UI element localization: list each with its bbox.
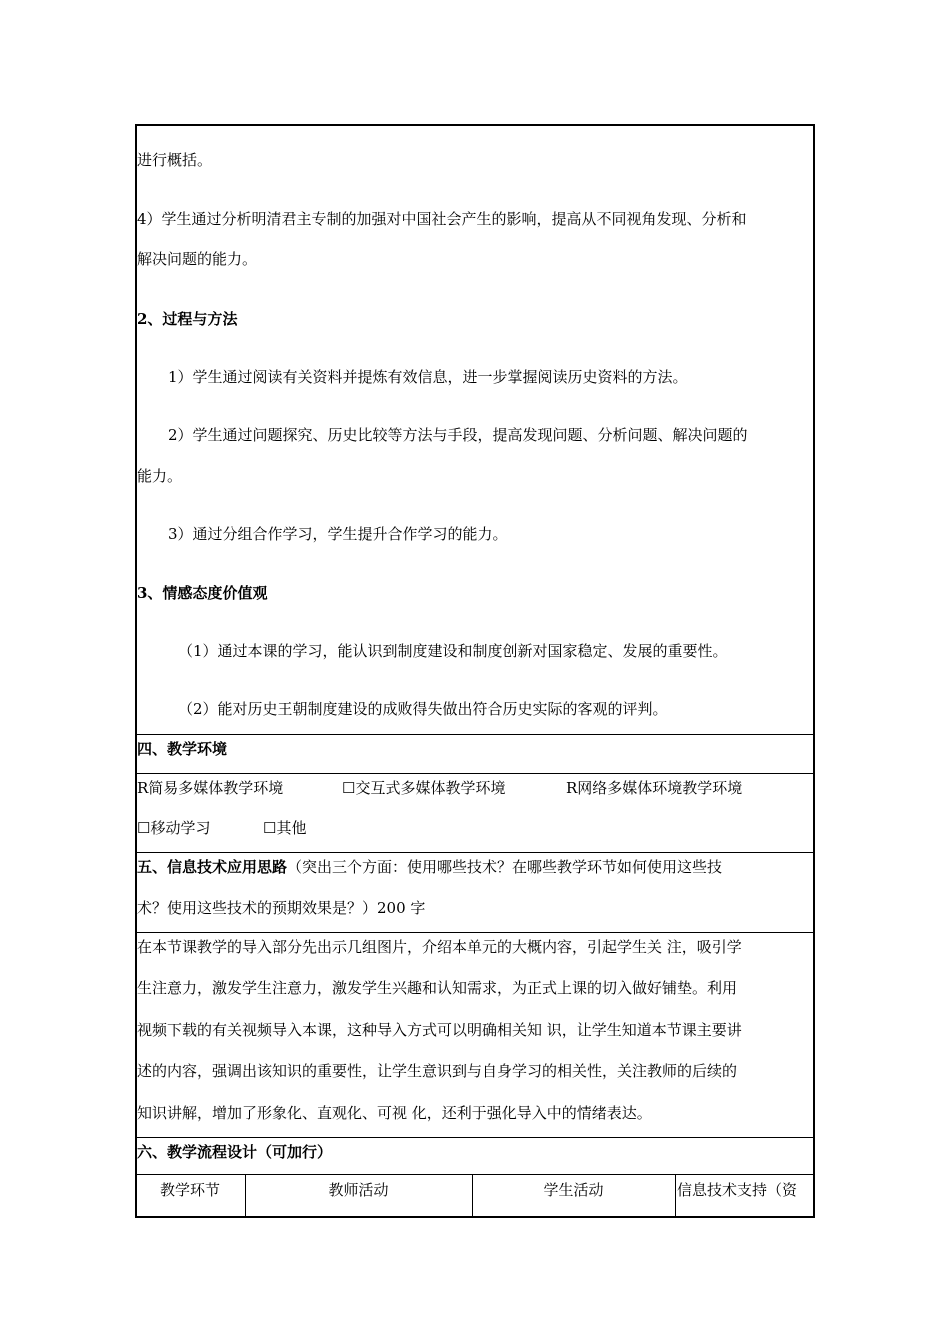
process-item-1: 1）学生通过阅读有关资料并提炼有效信息，进一步掌握阅读历史资料的方法。 (168, 368, 688, 386)
tech-heading (137, 857, 722, 877)
flow-column-tech: 信息技术支持（资 (677, 1181, 798, 1199)
tech-body-line: 在本节课教学的导入部分先出示几组图片，介绍本单元的大概内容，引起学生关 注，吸引学 (137, 938, 742, 956)
objective-item-4: 4）学生通过分析明清君主专制的加强对中国社会产生的影响，提高从不同视角发现、分析和 (137, 210, 747, 228)
divider (135, 773, 815, 774)
tech-body-line: 知识讲解，增加了形象化、直观化、可视 化，还利于强化导入中的情绪表达。 (137, 1104, 652, 1122)
column-divider (675, 1174, 676, 1218)
emotion-item-1: （1）通过本课的学习，能认识到制度建设和制度创新对国家稳定、发展的重要性。 (178, 642, 728, 660)
objective-item-4-cont: 解决问题的能力。 (137, 250, 258, 268)
environment-option-mobile: ☐移动学习 (137, 819, 211, 837)
form-table (135, 124, 815, 1218)
environment-option-simple: R简易多媒体教学环境 (137, 779, 284, 797)
process-item-2: 2）学生通过问题探究、历史比较等方法与手段，提高发现问题、分析问题、解决问题的 (168, 426, 748, 444)
divider (135, 852, 815, 853)
tech-heading-note: （突出三个方面：使用哪些技术？在哪些教学环节如何使用这些技 (287, 858, 723, 876)
process-item-2-cont: 能力。 (137, 467, 183, 485)
emotion-item-2: （2）能对历史王朝制度建设的成败得失做出符合历史实际的客观的评判。 (178, 700, 668, 718)
flow-column-student: 学生活动 (543, 1181, 604, 1199)
process-heading: 2、过程与方法 (137, 310, 238, 328)
divider (135, 932, 815, 933)
environment-option-interactive: ☐交互式多媒体教学环境 (342, 779, 506, 797)
divider (135, 734, 815, 735)
tech-body-line: 述的内容，强调出该知识的重要性，让学生意识到与自身学习的相关性，关注教师的后续的 (137, 1062, 738, 1080)
tech-body-line: 视频下载的有关视频导入本课，这种导入方式可以明确相关知 识，让学生知道本节课主要讲 (137, 1021, 742, 1039)
flow-column-stage: 教学环节 (159, 1181, 220, 1199)
tech-heading-title: 五、信息技术应用思路 (137, 858, 288, 876)
environment-heading: 四、教学环境 (137, 740, 228, 758)
environment-option-network: R网络多媒体环境教学环境 (566, 779, 743, 797)
divider (135, 1174, 815, 1175)
flow-heading: 六、教学流程设计（可加行） (137, 1143, 333, 1161)
divider (135, 1137, 815, 1138)
emotion-heading: 3、情感态度价值观 (137, 584, 268, 602)
tech-heading-cont: 术？使用这些技术的预期效果是？）200 字 (137, 899, 426, 917)
tech-body-line: 生注意力，激发学生注意力，激发学生兴趣和认知需求，为正式上课的切入做好铺垫。利用 (137, 979, 738, 997)
flow-column-teacher: 教师活动 (328, 1181, 389, 1199)
process-item-3: 3）通过分组合作学习，学生提升合作学习的能力。 (168, 525, 508, 543)
environment-option-other: ☐其他 (263, 819, 307, 837)
objective-line: 进行概括。 (137, 151, 213, 169)
